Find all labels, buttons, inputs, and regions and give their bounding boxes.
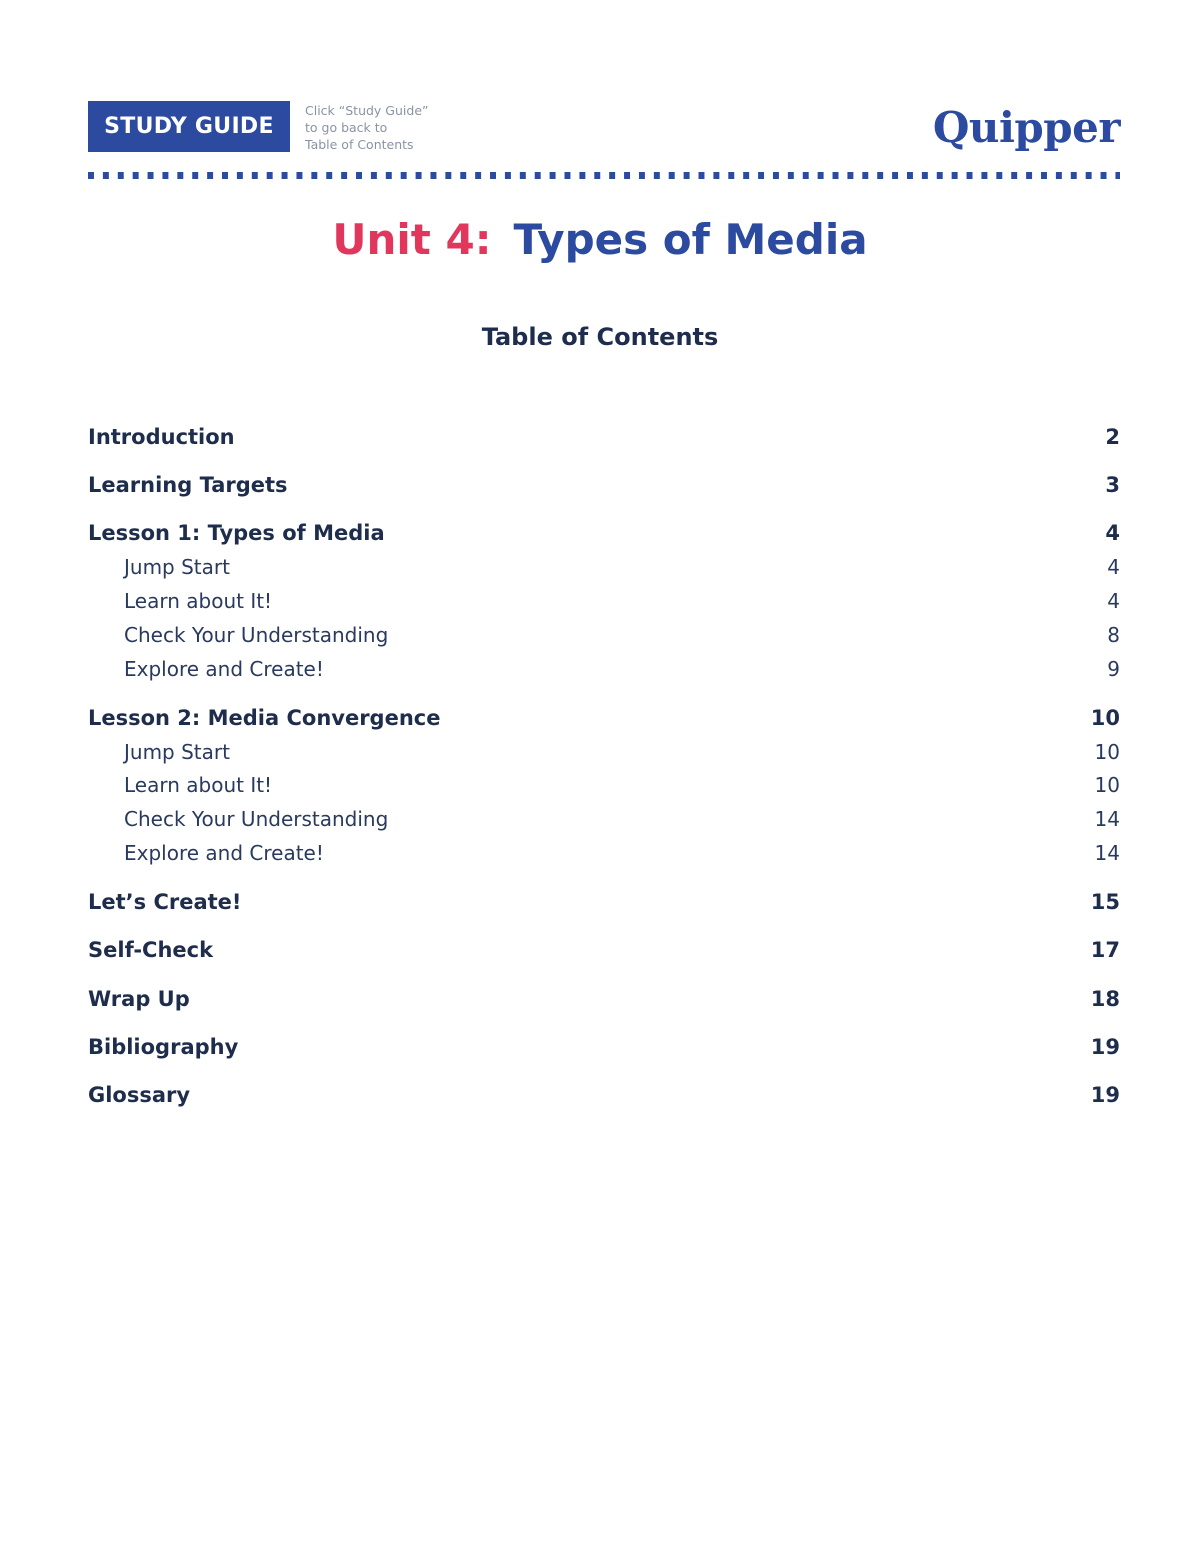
toc-entry[interactable] (88, 421, 1120, 453)
toc-subentry[interactable] (88, 653, 1120, 685)
toc-subentry[interactable] (88, 837, 1120, 869)
toc-entry[interactable] (88, 983, 1120, 1015)
toc-entry[interactable] (88, 702, 1120, 734)
toc-subentry[interactable] (88, 585, 1120, 617)
toc-entry-label: Lesson 1: Types of Media (88, 521, 385, 545)
toc-page-number: 4 (1107, 589, 1120, 613)
hint-line: to go back to (305, 120, 388, 135)
toc-page-number: 10 (1094, 773, 1120, 797)
toc-subentry[interactable] (88, 736, 1120, 768)
toc-page-number: 8 (1107, 623, 1120, 647)
toc-entry[interactable] (88, 1031, 1120, 1063)
toc-entry-label: Self-Check (88, 938, 214, 962)
hint-line: Click “Study Guide” (305, 103, 429, 118)
toc-page-number: 15 (1090, 890, 1120, 914)
toc-entry-label: Let’s Create! (88, 890, 242, 914)
toc-page-number: 14 (1094, 841, 1120, 865)
toc-page-number: 4 (1105, 521, 1120, 545)
toc-entry-label: Check Your Understanding (124, 623, 389, 647)
toc-entry-label: Learn about It! (124, 589, 273, 613)
toc-entry-label: Check Your Understanding (124, 807, 389, 831)
toc-entry[interactable] (88, 517, 1120, 549)
toc-entry-label: Learning Targets (88, 473, 288, 497)
toc-entry-label: Explore and Create! (124, 657, 324, 681)
toc-entry[interactable] (88, 886, 1120, 918)
toc-page-number: 9 (1107, 657, 1120, 681)
quipper-logo: Quipper (932, 103, 1120, 152)
page-header (88, 100, 1120, 156)
unit-label: Unit 4: (332, 215, 492, 264)
toc-entry-label: Explore and Create! (124, 841, 324, 865)
toc-page-number: 3 (1105, 473, 1120, 497)
toc-entry-label: Introduction (88, 425, 235, 449)
toc-page-number: 10 (1090, 706, 1120, 730)
toc-subentry[interactable] (88, 803, 1120, 835)
toc-page-number: 4 (1107, 555, 1120, 579)
study-guide-hint (305, 102, 428, 153)
toc-page-number: 2 (1105, 425, 1120, 449)
toc-entry-label: Jump Start (124, 740, 230, 764)
toc-page-number: 18 (1090, 987, 1120, 1011)
toc-page-number: 19 (1090, 1035, 1120, 1059)
toc-entry[interactable] (88, 934, 1120, 966)
toc-entry[interactable] (88, 469, 1120, 501)
toc-entry[interactable] (88, 1079, 1120, 1111)
toc-entry-label: Jump Start (124, 555, 230, 579)
toc-subentry[interactable] (88, 619, 1120, 651)
toc-subentry[interactable] (88, 769, 1120, 801)
hint-line: Table of Contents (305, 137, 414, 152)
toc-entry-label: Wrap Up (88, 987, 190, 1011)
page-title (0, 212, 1200, 268)
dotted-divider (88, 172, 1120, 179)
toc-entry-label: Glossary (88, 1083, 191, 1107)
toc-page-number: 14 (1094, 807, 1120, 831)
toc-entry-label: Bibliography (88, 1035, 239, 1059)
toc-page-number: 19 (1090, 1083, 1120, 1107)
toc-entry-label: Lesson 2: Media Convergence (88, 706, 441, 730)
toc-subentry[interactable] (88, 551, 1120, 583)
toc-entry-label: Learn about It! (124, 773, 273, 797)
unit-name: Types of Media (513, 215, 868, 264)
toc-page-number: 17 (1090, 938, 1120, 962)
toc-page-number: 10 (1094, 740, 1120, 764)
toc-heading: Table of Contents (481, 323, 719, 351)
study-guide-button[interactable]: STUDY GUIDE (88, 101, 290, 152)
